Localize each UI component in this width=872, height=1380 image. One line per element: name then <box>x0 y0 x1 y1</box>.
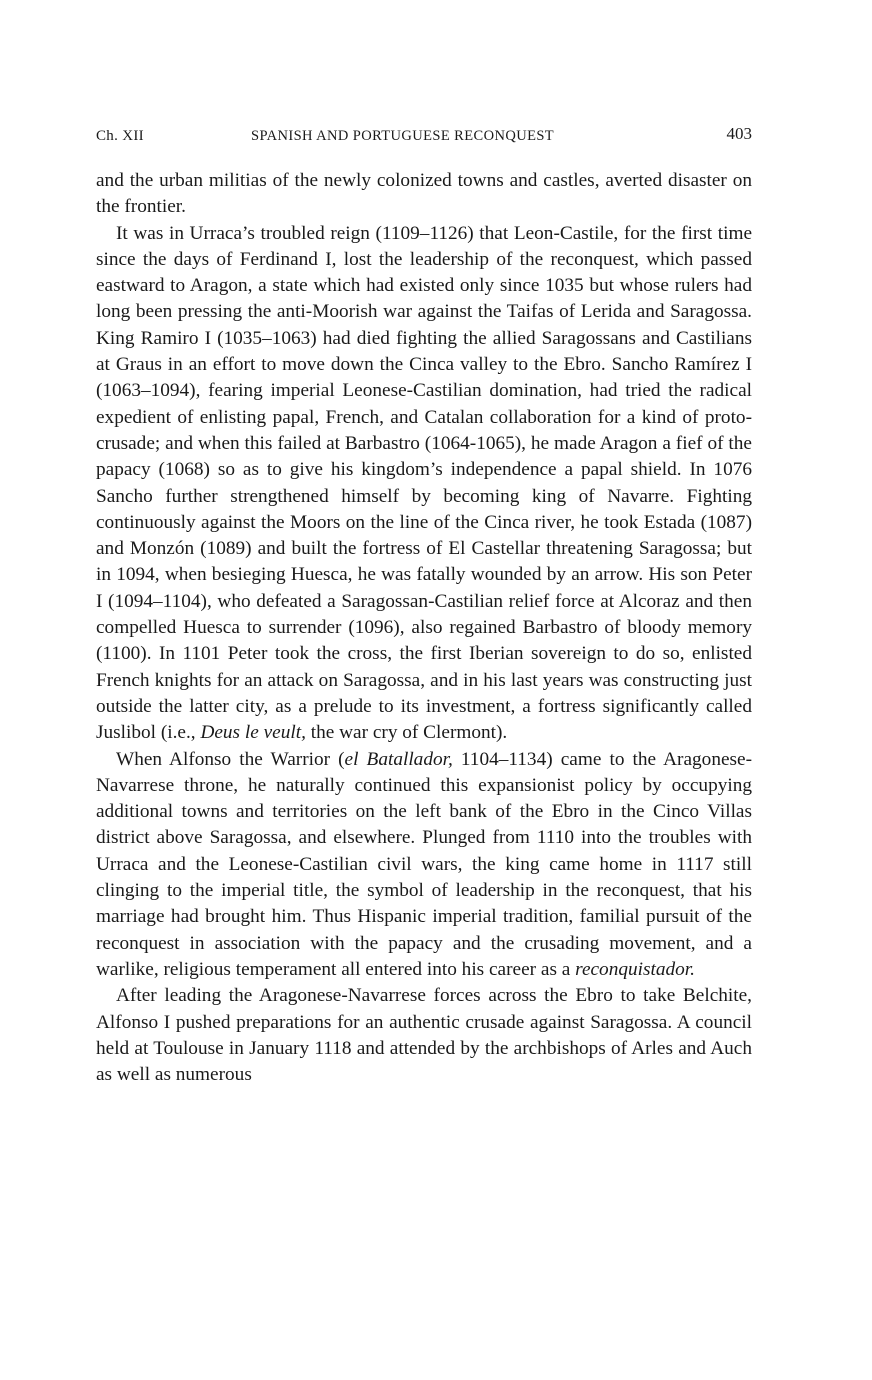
italic-text: el Batallador, <box>344 748 453 770</box>
paragraph <box>96 983 752 1088</box>
paragraph-text: After leading the Aragonese-Navarrese forces across the Ebro to take Belchite, Alfonso I pushed preparations for an authentic crusade against Saragossa. A council held at Toulouse in January 1118 and attended by the archbishops of Arles and Auch as well as numerous <box>96 985 752 1086</box>
paragraph-text: and the urban militias of the newly colonized towns and castles, averted disaster on the frontier. <box>96 170 752 218</box>
running-head <box>96 124 752 152</box>
paragraph-text: When Alfonso the Warrior ( <box>116 748 345 770</box>
paragraph <box>96 221 752 747</box>
chapter-label: Ch. XII <box>96 128 144 144</box>
paragraph-text: It was in Urraca’s troubled reign (1109–1126) that Leon-Castile, for the first time since the days of Ferdinand I, lost the leadership of the reconquest, which passed eastward to Aragon, a state which had existed only since 1035 but whose rulers had long been pressing the anti-Moorish war against the Taifas of Lerida and Saragossa. King Ramiro I (1035–1063) had died fighting the allied Saragossans and Castilians at Graus in an effort to move down the Cinca valley to the Ebro. Sancho Ramírez I (1063–1094), fearing imperial Leonese-Castilian domination, had tried the radical expedient of enlisting papal, French, and Catalan collaboration for a kind of proto-crusade; and when this failed at Barbastro (1064-1065), he made Aragon a fief of the papacy (1068) so as to give his kingdom’s independence a papal shield. In 1076 Sancho further strengthened himself by becoming king of Navarre. Fighting continuously against the Moors on the line of the Cinca river, he took Estada (1087) and Monzón (1089) and built the fortress of El Castellar threatening Saragossa; but in 1094, when besieging Huesca, he was fatally wounded by an arrow. His son Peter I (1094–1104), who defeated a Saragossan-Castilian relief force at Alcoraz and then compelled Huesca to surrender (1096), also regained Barbastro of bloody memory (1100). In 1101 Peter took the cross, the first Iberian sovereign to do so, enlisted French knights for an attack on Saragossa, and in his last years was constructing just outside the latter city, as a prelude to its investment, a fortress significantly called Juslibol (i.e., <box>96 222 752 744</box>
italic-text: reconquistador. <box>575 958 695 980</box>
page-number: 403 <box>726 124 752 143</box>
paragraph-text: the war cry of Clermont). <box>305 722 508 744</box>
paragraph <box>96 168 752 221</box>
paragraph-text: 1104–1134) came to the Aragonese-Navarrese throne, he naturally continued this expansionist policy by occupying additional towns and territories on the left bank of the Ebro in the Cinco Villas district above Saragossa, and elsewhere. Plunged from 1110 into the troubles with Urraca and the Leonese-Castilian civil wars, the king came home in 1117 still clinging to the imperial title, the symbol of leadership in the reconquest, that his marriage had brought him. Thus Hispanic imperial tradition, familial pursuit of the reconquest in association with the papacy and the crusading movement, and a warlike, religious temperament all entered into his career as a <box>96 748 752 980</box>
italic-text: Deus le veult, <box>200 722 306 744</box>
running-title: SPANISH AND PORTUGUESE RECONQUEST <box>251 128 555 144</box>
body-text <box>96 168 752 1088</box>
paragraph <box>96 747 752 984</box>
